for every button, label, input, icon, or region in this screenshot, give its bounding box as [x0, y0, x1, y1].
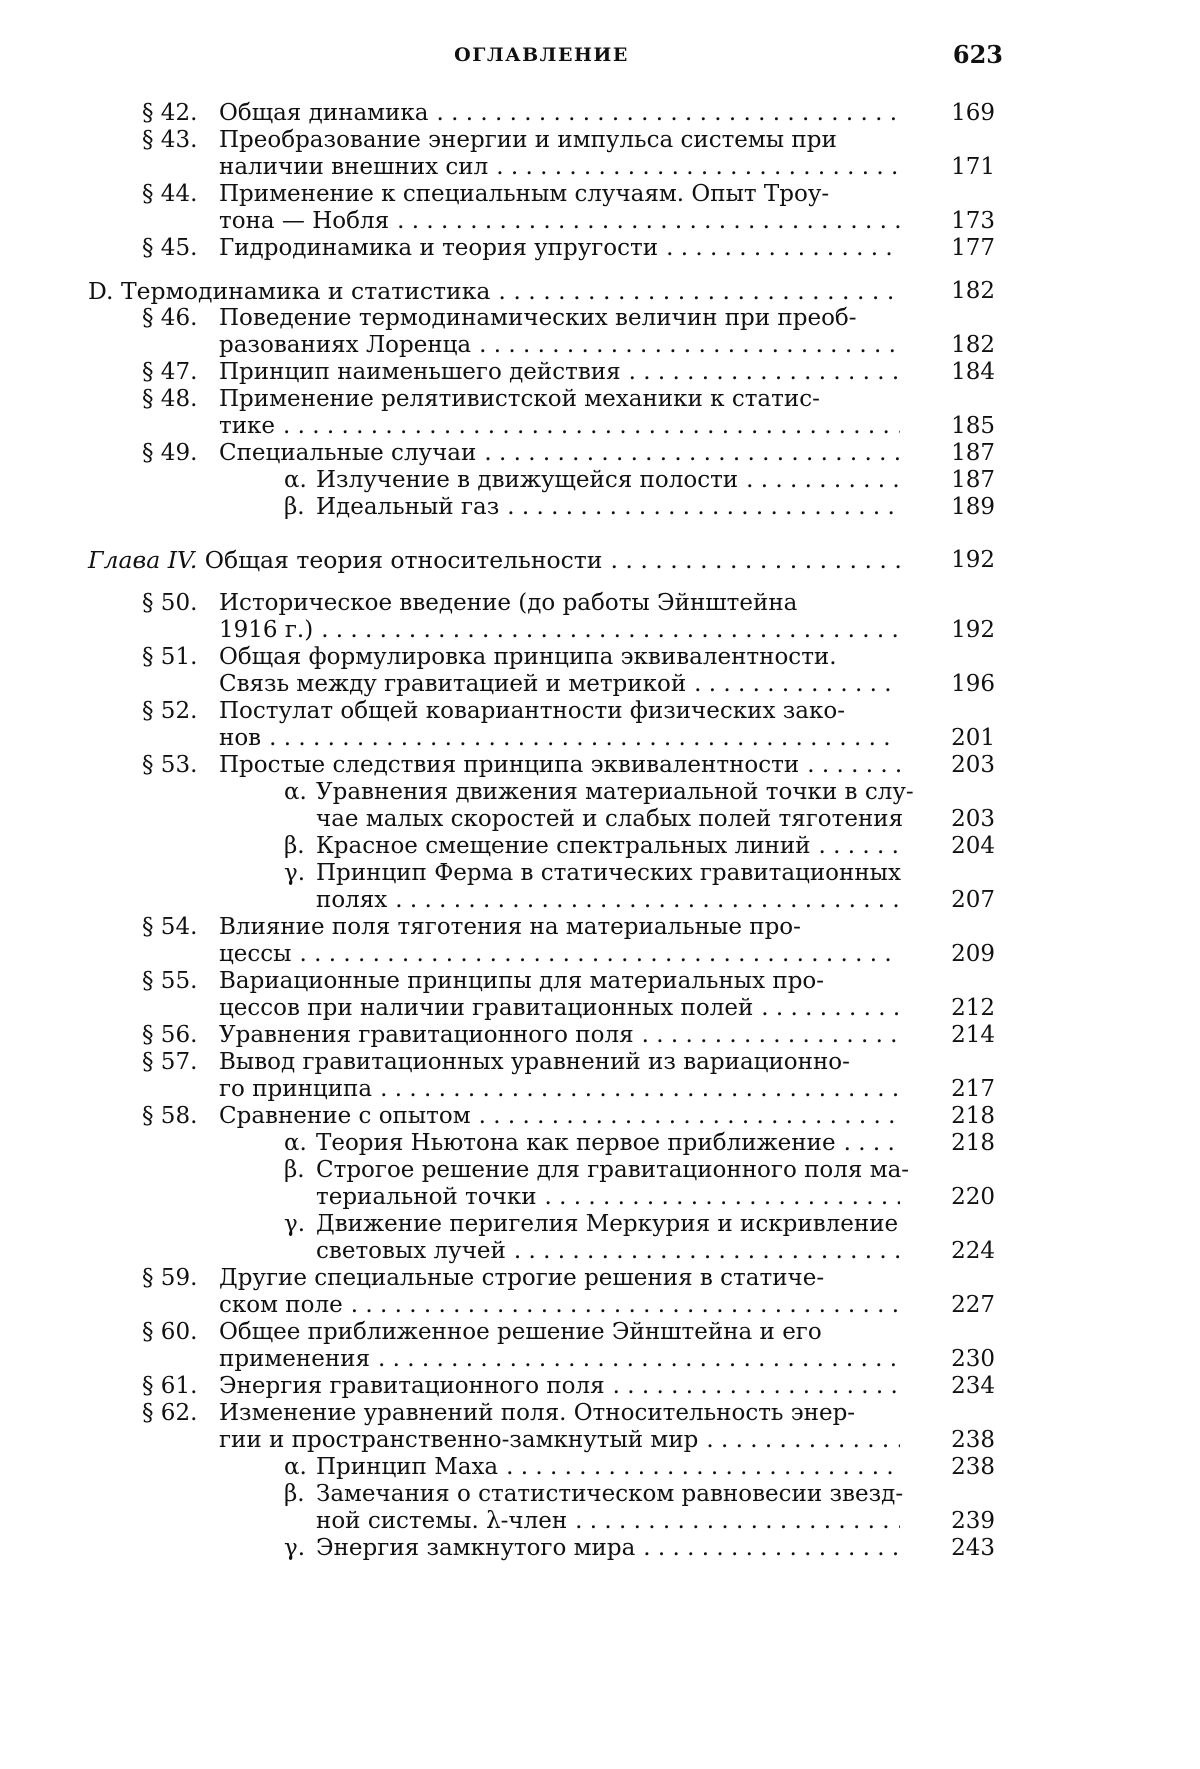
- toc-line: [219, 914, 900, 941]
- dot-leader: [545, 1184, 900, 1211]
- toc-line: [219, 235, 900, 262]
- toc-line-text: разованиях Лоренца: [219, 332, 472, 358]
- entry-body: [219, 181, 900, 235]
- toc-line-text: Другие специальные строгие решения в статиче-: [219, 1265, 825, 1291]
- entry-body: [219, 440, 900, 467]
- entry-body: [219, 100, 900, 127]
- entry-page-number: 177: [951, 235, 995, 261]
- section-number: § 53.: [142, 752, 198, 778]
- entry-title-part: Замечания о статистическом равновесии звезд-: [316, 1481, 904, 1507]
- greek-label: α.: [284, 467, 307, 493]
- entry-page-number: 238: [951, 1454, 995, 1480]
- toc-line: [284, 1238, 900, 1265]
- dot-leader: [706, 1427, 900, 1454]
- entry-body: [284, 1481, 904, 1535]
- entry-page-number: 218: [951, 1130, 995, 1156]
- toc-line: [284, 1454, 900, 1481]
- entry-page-number: 212: [951, 995, 995, 1021]
- entry-body: [219, 752, 900, 779]
- toc-section: [88, 698, 995, 752]
- toc-section: [88, 914, 995, 968]
- toc-line-text: цессы: [219, 941, 292, 967]
- entry-page-number: 192: [951, 547, 995, 573]
- entry-page-number: 207: [951, 887, 995, 913]
- toc-line: [219, 386, 900, 413]
- dot-leader: [283, 413, 900, 440]
- section-number: § 49.: [142, 440, 198, 466]
- dot-leader: [496, 154, 900, 181]
- toc-line-text: Общая формулировка принципа эквивалентности.: [219, 644, 837, 670]
- toc-line: [219, 752, 900, 779]
- dot-leader: [378, 1346, 900, 1373]
- toc-subentry: [88, 1535, 995, 1562]
- toc-line-text: ском поле: [219, 1292, 343, 1318]
- section-number: § 54.: [142, 914, 198, 940]
- toc-line-text: [284, 1157, 909, 1184]
- entry-page-number: 230: [951, 1346, 995, 1372]
- entry-body: [284, 1454, 900, 1481]
- toc-line-text: Применение релятивистской механики к статис-: [219, 386, 820, 412]
- toc-section: [88, 127, 995, 181]
- spacer: [88, 574, 995, 590]
- toc-line: [284, 833, 900, 860]
- greek-label: γ.: [284, 1535, 306, 1561]
- toc-line: [284, 1157, 910, 1184]
- entry-title-part: Красное смещение спектральных линий: [316, 833, 811, 859]
- entry-body: [219, 698, 900, 752]
- spacer: [88, 262, 995, 278]
- toc-section: [88, 1319, 995, 1373]
- toc-line: [219, 644, 900, 671]
- section-number: § 48.: [142, 386, 198, 412]
- page-header: [88, 40, 1003, 76]
- entry-page-number: 187: [951, 467, 995, 493]
- entry-page-number: 201: [951, 725, 995, 751]
- toc-line: [219, 1103, 900, 1130]
- entry-page-number: 227: [951, 1292, 995, 1318]
- toc-line: [219, 617, 900, 644]
- toc-line-text: [284, 833, 811, 860]
- spacer: [88, 521, 995, 547]
- dot-leader: [351, 1292, 900, 1319]
- entry-title-part: Теория Ньютона как первое приближение: [316, 1130, 836, 1156]
- toc-line: [284, 887, 900, 914]
- chapter-title: [88, 547, 602, 574]
- entry-page-number: 239: [951, 1508, 995, 1534]
- dot-leader: [819, 833, 900, 860]
- toc-line-text: Преобразование энергии и импульса системы при: [219, 127, 837, 153]
- toc-line: [219, 1049, 900, 1076]
- toc-line: [219, 305, 900, 332]
- dot-leader: [643, 1535, 900, 1562]
- toc-line-text: [284, 467, 738, 494]
- toc-section: [88, 968, 995, 1022]
- toc-subentry: [88, 467, 995, 494]
- dot-leader: [507, 494, 900, 521]
- toc-line-text: Сравнение с опытом: [219, 1103, 471, 1129]
- toc-section: [88, 100, 995, 127]
- chapter-label: Глава IV.: [88, 546, 198, 574]
- toc-line: [284, 1211, 900, 1238]
- dot-leader: [844, 1130, 900, 1157]
- dot-leader: [299, 941, 900, 968]
- entry-page-number: 203: [951, 806, 995, 832]
- toc-line-text: [284, 1454, 498, 1481]
- toc-line-text: Связь между гравитацией и метрикой: [219, 671, 687, 697]
- section-number: § 58.: [142, 1103, 198, 1129]
- toc-line-text: тике: [219, 413, 276, 439]
- toc-line: [284, 806, 904, 833]
- toc-line-text: Общая динамика: [219, 100, 429, 126]
- toc-line-text: Историческое введение (до работы Эйнштейна: [219, 590, 798, 616]
- toc-subentry: [88, 860, 995, 914]
- toc-subentry: [88, 1130, 995, 1157]
- entry-page-number: 182: [951, 278, 995, 304]
- entry-title-part: Принцип Ферма в статических гравитационных: [316, 860, 901, 886]
- section-number: § 60.: [142, 1319, 198, 1345]
- section-number: § 50.: [142, 590, 198, 616]
- entry-page-number: 214: [951, 1022, 995, 1048]
- toc-line: [219, 671, 900, 698]
- entry-body: [219, 305, 900, 359]
- entry-title-part: Принцип Маха: [316, 1454, 499, 1480]
- entry-body: [219, 1022, 900, 1049]
- chapter-heading: [88, 547, 995, 574]
- entry-page-number: 217: [951, 1076, 995, 1102]
- toc-line: [219, 1022, 900, 1049]
- dot-leader: [666, 235, 900, 262]
- toc-line-text: го принципа: [219, 1076, 373, 1102]
- page-number: 623: [952, 40, 1003, 69]
- entry-page-number: 238: [951, 1427, 995, 1453]
- toc-line-text: тона — Нобля: [219, 208, 390, 234]
- section-number: § 56.: [142, 1022, 198, 1048]
- entry-page-number: 204: [951, 833, 995, 859]
- toc-subentry: [88, 1157, 995, 1211]
- toc-line-text: Энергия гравитационного поля: [219, 1373, 605, 1399]
- toc-line: [219, 1373, 900, 1400]
- entry-body: [284, 1211, 900, 1265]
- running-title: ОГЛАВЛЕНИЕ: [454, 44, 629, 66]
- toc-line: [219, 1292, 900, 1319]
- dot-leader: [746, 467, 900, 494]
- toc-line: [219, 1319, 900, 1346]
- entry-body: [284, 1535, 900, 1562]
- toc-section: [88, 644, 995, 698]
- dot-leader: [479, 1103, 900, 1130]
- toc-line: [284, 860, 900, 887]
- entry-body: [219, 235, 900, 262]
- entry-title-part: Энергия замкнутого мира: [316, 1535, 636, 1561]
- toc-line-text: ной системы. λ-член: [316, 1508, 568, 1534]
- section-number: § 57.: [142, 1049, 198, 1075]
- part-title: [88, 278, 490, 305]
- toc-line-text: [284, 1481, 903, 1508]
- toc-line-text: цессов при наличии гравитационных полей: [219, 995, 754, 1021]
- toc-subentry: [88, 779, 995, 833]
- entry-page-number: 218: [951, 1103, 995, 1129]
- toc-section: [88, 359, 995, 386]
- greek-label: β.: [284, 1157, 305, 1183]
- dot-leader: [807, 752, 900, 779]
- toc-line: [219, 181, 900, 208]
- toc-section: [88, 1049, 995, 1103]
- entry-body: [219, 127, 900, 181]
- toc-line: [219, 941, 900, 968]
- dot-leader: [321, 617, 900, 644]
- toc-line: [284, 779, 914, 806]
- entry-title-part: Строгое решение для гравитационного поля ма-: [316, 1157, 910, 1183]
- section-number: § 59.: [142, 1265, 198, 1291]
- entry-body: [284, 1130, 900, 1157]
- toc-line: [219, 413, 900, 440]
- toc-line-text: [284, 494, 499, 521]
- dot-leader: [575, 1508, 900, 1535]
- entry-body: [219, 968, 900, 1022]
- toc-section: [88, 1400, 995, 1454]
- dot-leader: [436, 100, 900, 127]
- toc-section: [88, 590, 995, 644]
- toc-line-text: Изменение уравнений поля. Относительность энер-: [219, 1400, 856, 1426]
- entry-page-number: 192: [951, 617, 995, 643]
- entry-page-number: 243: [951, 1535, 995, 1561]
- entry-body: [219, 1103, 900, 1130]
- part-heading: [88, 278, 995, 305]
- toc-line: [219, 440, 900, 467]
- toc-line: [219, 359, 900, 386]
- toc-line: [284, 467, 900, 494]
- entry-body: [219, 1400, 900, 1454]
- toc-line-text: Постулат общей ковариантности физических зако-: [219, 698, 845, 724]
- entry-body: [88, 547, 900, 574]
- entry-body: [284, 833, 900, 860]
- toc-subentry: [88, 833, 995, 860]
- toc-line-text: Простые следствия принципа эквивалентности: [219, 752, 800, 778]
- entry-body: [219, 1373, 900, 1400]
- entry-page-number: 171: [951, 154, 995, 180]
- toc-line-text: [284, 1130, 836, 1157]
- chapter-name: Общая теория относительности: [197, 546, 603, 574]
- section-number: § 42.: [142, 100, 198, 126]
- toc-line: [219, 154, 900, 181]
- toc-line: [88, 278, 900, 305]
- greek-label: γ.: [284, 860, 306, 886]
- toc-line-text: Принцип наименьшего действия: [219, 359, 621, 385]
- toc-line: [219, 332, 900, 359]
- entry-body: [219, 914, 900, 968]
- entry-title-part: Уравнения движения материальной точки в слу-: [316, 779, 914, 805]
- toc-line-text: Применение к специальным случаям. Опыт Троу-: [219, 181, 830, 207]
- greek-label: α.: [284, 779, 307, 805]
- toc-line-text: Специальные случаи: [219, 440, 477, 466]
- dot-leader: [397, 208, 900, 235]
- toc-line: [219, 995, 900, 1022]
- dot-leader: [498, 278, 900, 305]
- dot-leader: [610, 547, 900, 574]
- section-number: § 61.: [142, 1373, 198, 1399]
- dot-leader: [514, 1238, 900, 1265]
- toc-line: [219, 1427, 900, 1454]
- toc-line: [284, 1508, 900, 1535]
- dot-leader: [629, 359, 900, 386]
- toc-subentry: [88, 1481, 995, 1535]
- toc-line-text: [284, 1535, 635, 1562]
- toc-line-text: Вариационные принципы для материальных про-: [219, 968, 825, 994]
- toc-line: [219, 100, 900, 127]
- entry-page-number: 220: [951, 1184, 995, 1210]
- toc-line-text: чае малых скоростей и слабых полей тяготения: [316, 806, 904, 832]
- toc-section: [88, 440, 995, 467]
- toc-line: [284, 1481, 904, 1508]
- dot-leader: [380, 1076, 900, 1103]
- toc-line-text: применения: [219, 1346, 370, 1372]
- dot-leader: [613, 1373, 900, 1400]
- greek-label: β.: [284, 494, 305, 520]
- toc-section: [88, 386, 995, 440]
- toc-section: [88, 1022, 995, 1049]
- toc-line-text: Вывод гравитационных уравнений из вариационно-: [219, 1049, 850, 1075]
- greek-label: γ.: [284, 1211, 306, 1237]
- toc-section: [88, 181, 995, 235]
- toc-subentry: [88, 1454, 995, 1481]
- toc-line: [219, 1400, 900, 1427]
- toc-line-text: Гидродинамика и теория упругости: [219, 235, 659, 261]
- entry-page-number: 224: [951, 1238, 995, 1264]
- entry-page-number: 203: [951, 752, 995, 778]
- toc-line: [284, 1130, 900, 1157]
- dot-leader: [506, 1454, 900, 1481]
- entry-title-part: Идеальный газ: [316, 494, 500, 520]
- entry-body: [88, 278, 900, 305]
- section-number: § 47.: [142, 359, 198, 385]
- toc-subentry: [88, 1211, 995, 1265]
- entry-page-number: 189: [951, 494, 995, 520]
- toc-line-text: Поведение термодинамических величин при преоб-: [219, 305, 857, 331]
- toc-line: [284, 494, 900, 521]
- entry-body: [219, 644, 900, 698]
- toc-line-text: 1916 г.): [219, 617, 314, 643]
- entry-body: [284, 779, 914, 833]
- entry-body: [219, 1319, 900, 1373]
- toc-line: [219, 1076, 900, 1103]
- dot-leader: [395, 887, 900, 914]
- toc-line: [219, 725, 900, 752]
- toc-line: [219, 590, 900, 617]
- dot-leader: [642, 1022, 900, 1049]
- part-label: D.: [88, 277, 121, 305]
- entry-title-part: Излучение в движущейся полости: [316, 467, 739, 493]
- entry-page-number: 184: [951, 359, 995, 385]
- section-number: § 62.: [142, 1400, 198, 1426]
- toc-line-text: [284, 1211, 898, 1238]
- toc-line: [88, 547, 900, 574]
- entry-page-number: 185: [951, 413, 995, 439]
- toc-section: [88, 1373, 995, 1400]
- entry-page-number: 234: [951, 1373, 995, 1399]
- toc-line-text: Влияние поля тяготения на материальные про-: [219, 914, 801, 940]
- toc-line: [219, 127, 900, 154]
- entry-body: [219, 590, 900, 644]
- entry-page-number: 187: [951, 440, 995, 466]
- entry-page-number: 182: [951, 332, 995, 358]
- greek-label: α.: [284, 1454, 307, 1480]
- section-number: § 44.: [142, 181, 198, 207]
- toc-line-text: гии и пространственно-замкнутый мир: [219, 1427, 699, 1453]
- toc-line-text: наличии внешних сил: [219, 154, 489, 180]
- toc-line-text: нов: [219, 725, 262, 751]
- entry-body: [284, 467, 900, 494]
- toc-line-text: Уравнения гравитационного поля: [219, 1022, 634, 1048]
- toc-section: [88, 752, 995, 779]
- section-number: § 46.: [142, 305, 198, 331]
- entry-body: [219, 1265, 900, 1319]
- section-number: § 43.: [142, 127, 198, 153]
- entry-page-number: 209: [951, 941, 995, 967]
- toc-line: [219, 968, 900, 995]
- toc-line-text: Общее приближенное решение Эйнштейна и его: [219, 1319, 822, 1345]
- greek-label: β.: [284, 833, 305, 859]
- toc-line-text: полях: [316, 887, 388, 913]
- entry-page-number: 169: [951, 100, 995, 126]
- entry-body: [284, 860, 900, 914]
- dot-leader: [484, 440, 900, 467]
- entry-body: [284, 1157, 910, 1211]
- toc-line: [219, 1346, 900, 1373]
- toc-line: [284, 1184, 900, 1211]
- part-name: Термодинамика и статистика: [120, 277, 491, 305]
- greek-label: β.: [284, 1481, 305, 1507]
- toc-line-text: [284, 779, 914, 806]
- toc-line: [219, 208, 900, 235]
- toc-section: [88, 1265, 995, 1319]
- toc-line-text: териальной точки: [316, 1184, 537, 1210]
- entry-page-number: 173: [951, 208, 995, 234]
- entry-body: [284, 494, 900, 521]
- dot-leader: [761, 995, 900, 1022]
- entry-body: [219, 1049, 900, 1103]
- entry-body: [219, 359, 900, 386]
- section-number: § 55.: [142, 968, 198, 994]
- toc-section: [88, 305, 995, 359]
- entry-title-part: Движение перигелия Меркурия и искривление: [316, 1211, 899, 1237]
- table-of-contents: [88, 100, 995, 1562]
- toc-line-text: световых лучей: [316, 1238, 506, 1264]
- toc-line-text: [284, 860, 901, 887]
- section-number: § 51.: [142, 644, 198, 670]
- dot-leader: [694, 671, 900, 698]
- dot-leader: [269, 725, 900, 752]
- section-number: § 52.: [142, 698, 198, 724]
- dot-leader: [479, 332, 900, 359]
- toc-line: [284, 1535, 900, 1562]
- toc-line: [219, 698, 900, 725]
- toc-section: [88, 235, 995, 262]
- section-number: § 45.: [142, 235, 198, 261]
- toc-section: [88, 1103, 995, 1130]
- greek-label: α.: [284, 1130, 307, 1156]
- toc-line: [219, 1265, 900, 1292]
- entry-body: [219, 386, 900, 440]
- toc-subentry: [88, 494, 995, 521]
- entry-page-number: 196: [951, 671, 995, 697]
